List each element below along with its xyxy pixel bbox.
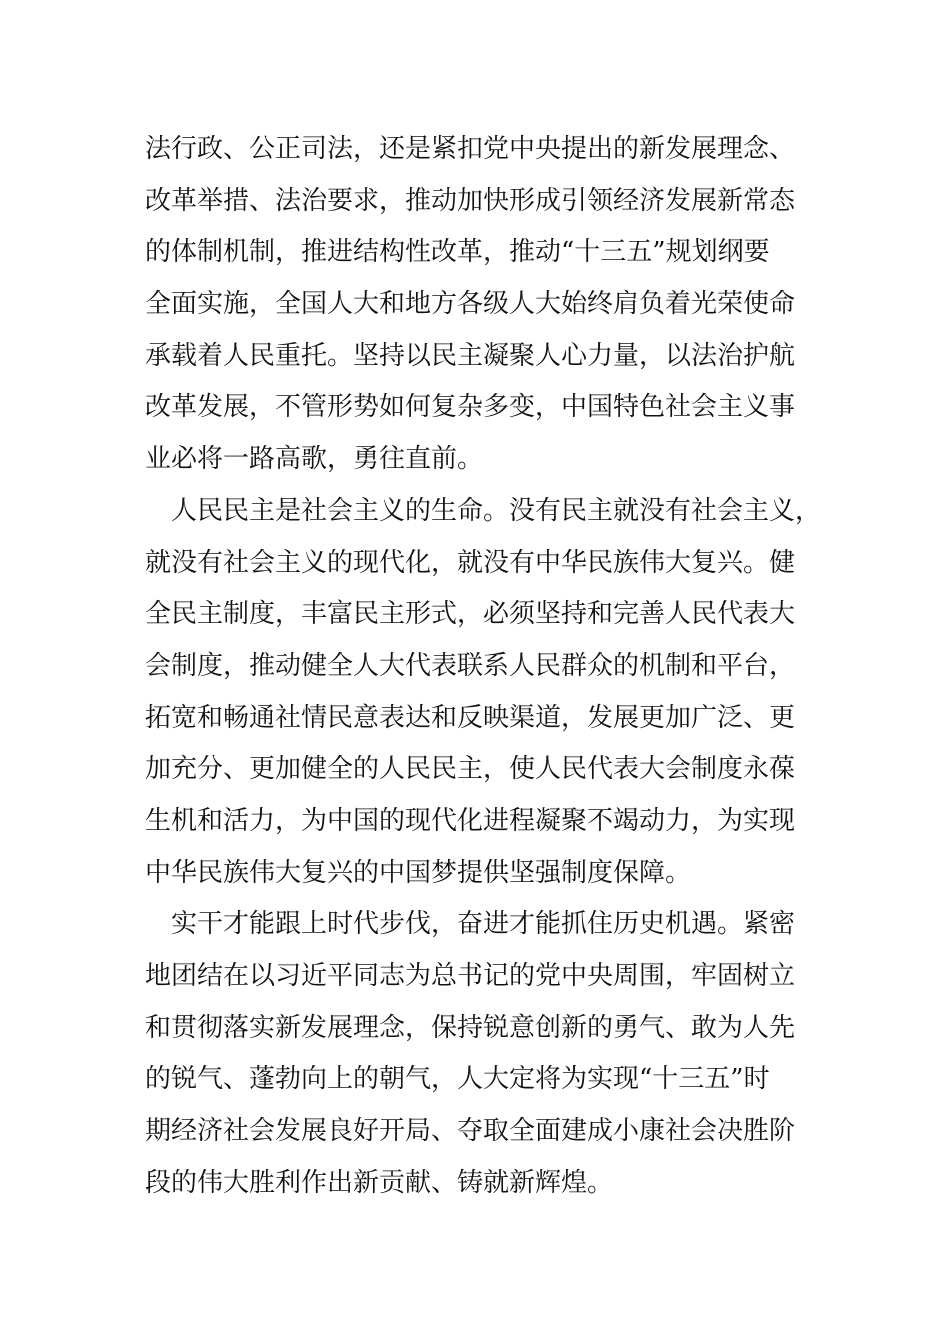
text-line: 改革举措、法治要求，推动加快形成引领经济发展新常态 xyxy=(145,185,796,216)
text-line: 人民民主是社会主义的生命。没有民主就没有社会主义， xyxy=(145,495,822,526)
paragraph-1 xyxy=(145,124,835,486)
text-line: 全民主制度，丰富民主形式，必须坚持和完善人民代表大 xyxy=(145,599,796,630)
text-line: 生机和活力，为中国的现代化进程凝聚不竭动力，为实现 xyxy=(145,805,796,836)
text-line: 会制度，推动健全人大代表联系人民群众的机制和平台， xyxy=(145,650,796,681)
text-line: 段的伟大胜利作出新贡献、铸就新辉煌。 xyxy=(145,1167,614,1198)
paragraph-3 xyxy=(145,899,835,1209)
document-body xyxy=(145,124,835,1209)
text-line: 就没有社会主义的现代化，就没有中华民族伟大复兴。健 xyxy=(145,547,796,578)
text-line: 地团结在以习近平同志为总书记的党中央周围，牢固树立 xyxy=(145,961,796,991)
text-line: 法行政、公正司法，还是紧扣党中央提出的新发展理念、 xyxy=(145,134,796,164)
text-line: 的锐气、蓬勃向上的朝气，人大定将为实现“十三五”时 xyxy=(145,1064,770,1095)
text-line: 期经济社会发展良好开局、夺取全面建成小康社会决胜阶 xyxy=(145,1116,796,1147)
paragraph-2 xyxy=(145,486,835,900)
text-line: 中华民族伟大复兴的中国梦提供坚强制度保障。 xyxy=(145,857,692,888)
text-line: 加充分、更加健全的人民民主，使人民代表大会制度永葆 xyxy=(145,754,796,785)
text-line: 承载着人民重托。坚持以民主凝聚人心力量，以法治护航 xyxy=(145,340,796,371)
text-line: 实干才能跟上时代步伐，奋进才能抓住历史机遇。紧密 xyxy=(145,909,796,940)
text-line: 改革发展，不管形势如何复杂多变，中国特色社会主义事 xyxy=(145,392,796,423)
text-line: 和贯彻落实新发展理念，保持锐意创新的勇气、敢为人先 xyxy=(145,1012,796,1043)
text-line: 业必将一路高歌，勇往直前。 xyxy=(145,444,484,475)
text-line: 的体制机制，推进结构性改革，推动“十三五”规划纲要 xyxy=(145,237,770,268)
text-line: 全面实施，全国人大和地方各级人大始终肩负着光荣使命 xyxy=(145,289,796,320)
text-line: 拓宽和畅通社情民意表达和反映渠道，发展更加广泛、更 xyxy=(145,702,796,733)
